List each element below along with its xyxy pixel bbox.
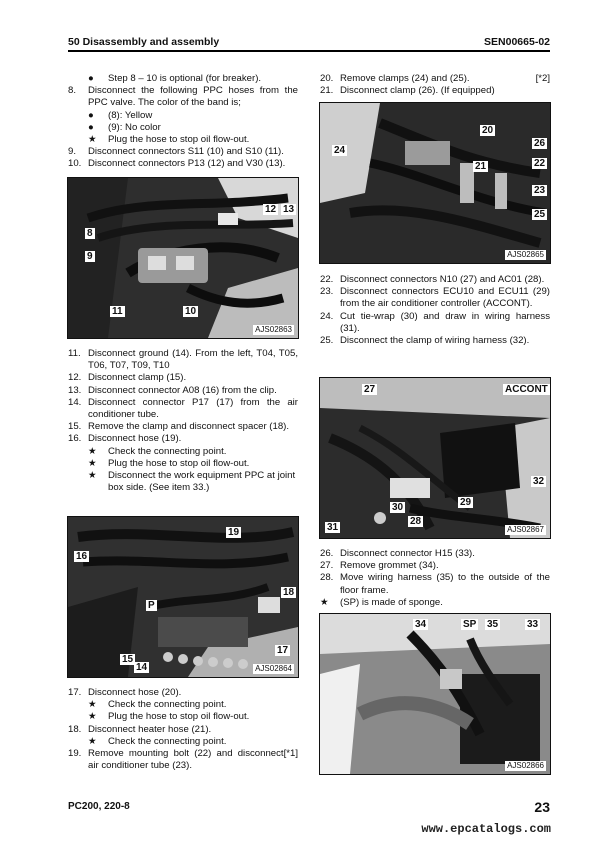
procedure-step bbox=[320, 335, 550, 347]
procedure-step bbox=[320, 548, 550, 560]
procedure-step bbox=[68, 397, 298, 421]
star-icon: ★ bbox=[88, 711, 97, 723]
callout-17: 17 bbox=[277, 645, 289, 656]
callout-20: 20 bbox=[482, 125, 494, 136]
step-number: 28. bbox=[320, 572, 334, 584]
left-steps-middle bbox=[68, 348, 298, 494]
procedure-step bbox=[320, 274, 550, 286]
callout-12: 12 bbox=[265, 204, 277, 215]
callout-21: 21 bbox=[475, 161, 487, 172]
step-text: Disconnect hose (20). bbox=[88, 687, 182, 698]
step-text: Disconnect heater hose (21). bbox=[88, 723, 212, 735]
star-icon: ★ bbox=[88, 470, 97, 482]
photo-floor-frame bbox=[320, 614, 550, 774]
procedure-step bbox=[320, 85, 550, 97]
figure-ajs02865 bbox=[319, 102, 551, 264]
step-number: 16. bbox=[68, 433, 82, 445]
step-text: Remove the clamp and disconnect spacer (18). bbox=[88, 421, 290, 433]
callout-10: 10 bbox=[185, 306, 197, 317]
callout-accont: ACCONT bbox=[505, 384, 548, 395]
section-title: 50 Disassembly and assembly bbox=[68, 36, 220, 48]
item-text: Plug the hose to stop oil flow-out. bbox=[108, 134, 250, 146]
callout-24: 24 bbox=[334, 145, 346, 156]
step-number: 27. bbox=[320, 560, 334, 572]
procedure-step bbox=[68, 433, 298, 445]
step-text: Disconnect clamp (26). (If equipped) bbox=[340, 85, 495, 97]
callout-29: 29 bbox=[460, 497, 472, 508]
procedure-step bbox=[320, 286, 550, 310]
procedure-step bbox=[68, 348, 298, 372]
item-text: Disconnect the work equipment PPC at joint box side. (See item 33.) bbox=[108, 470, 296, 494]
callout-30: 30 bbox=[392, 502, 404, 513]
item-text: (8): Yellow bbox=[108, 109, 153, 121]
note-item bbox=[68, 711, 298, 723]
figure-code: AJS02864 bbox=[255, 664, 292, 673]
step-number: 18. bbox=[68, 723, 82, 735]
callout-p: P bbox=[148, 600, 155, 611]
step-number: 11. bbox=[68, 348, 81, 359]
step-text: Disconnect the following PPC hoses from the PPC valve. The color of the band is; bbox=[88, 85, 298, 109]
bullet-icon: ● bbox=[88, 121, 94, 133]
step-reference-tag: [*1] bbox=[283, 748, 298, 760]
step-number: 8. bbox=[68, 85, 77, 97]
callout-35: 35 bbox=[487, 619, 499, 630]
note-item bbox=[68, 134, 298, 146]
bullet-item bbox=[68, 73, 298, 85]
right-steps-middle bbox=[320, 274, 550, 347]
procedure-step bbox=[68, 372, 298, 384]
step-text: Disconnect connectors S11 (10) and S10 (11). bbox=[88, 146, 284, 158]
step-text: Disconnect connector P17 (17) from the air conditioner tube. bbox=[88, 396, 298, 421]
right-steps-bottom bbox=[320, 548, 550, 609]
right-steps-top bbox=[320, 73, 550, 97]
procedure-step bbox=[68, 724, 298, 736]
bullet-item bbox=[68, 110, 298, 122]
star-icon: ★ bbox=[88, 735, 97, 747]
procedure-step bbox=[320, 572, 550, 596]
figure-code: AJS02867 bbox=[507, 525, 544, 534]
star-icon: ★ bbox=[88, 445, 97, 457]
website-watermark: www.epcatalogs.com bbox=[421, 822, 551, 836]
item-text: Step 8 – 10 is optional (for breaker). bbox=[108, 73, 262, 84]
step-number: 21. bbox=[320, 85, 334, 97]
note-item bbox=[68, 470, 298, 494]
figure-ajs02863 bbox=[67, 177, 299, 339]
step-number: 25. bbox=[320, 335, 334, 347]
callout-27: 27 bbox=[364, 384, 376, 395]
callout-25: 25 bbox=[534, 209, 546, 220]
star-icon: ★ bbox=[88, 134, 97, 146]
step-number: 9. bbox=[68, 146, 77, 158]
item-text: Check the connecting point. bbox=[108, 699, 227, 711]
step-text: Move wiring harness (35) to the outside of the floor frame. bbox=[340, 572, 550, 596]
procedure-step bbox=[68, 421, 298, 433]
figure-code: AJS02866 bbox=[507, 761, 544, 770]
note-item bbox=[68, 736, 298, 748]
note-item bbox=[320, 597, 550, 609]
procedure-step bbox=[320, 73, 550, 85]
procedure-step bbox=[68, 146, 298, 158]
step-number: 12. bbox=[68, 372, 82, 384]
procedure-step bbox=[68, 158, 298, 170]
item-text: Check the connecting point. bbox=[108, 735, 227, 747]
step-text: Disconnect hose (19). bbox=[88, 433, 182, 445]
left-steps-bottom bbox=[68, 687, 298, 772]
procedure-step bbox=[68, 85, 298, 109]
callout-33: 33 bbox=[527, 619, 539, 630]
figure-ajs02864 bbox=[67, 516, 299, 678]
star-icon: ★ bbox=[320, 596, 329, 608]
note-item bbox=[68, 699, 298, 711]
item-text: (9): No color bbox=[108, 121, 161, 133]
document-code: SEN00665-02 bbox=[484, 36, 550, 48]
callout-16: 16 bbox=[76, 551, 88, 562]
step-number: 26. bbox=[320, 548, 334, 559]
model-name: PC200, 220-8 bbox=[68, 801, 130, 812]
note-item bbox=[68, 446, 298, 458]
callout-18: 18 bbox=[283, 587, 295, 598]
star-icon: ★ bbox=[88, 457, 97, 469]
step-text: Disconnect the clamp of wiring harness (32). bbox=[340, 335, 530, 347]
page-number: 23 bbox=[534, 799, 550, 815]
page-header bbox=[68, 34, 550, 52]
note-item bbox=[68, 458, 298, 470]
step-text: Disconnect connector A08 (16) from the clip. bbox=[88, 384, 277, 396]
callout-8: 8 bbox=[87, 228, 93, 239]
star-icon: ★ bbox=[88, 699, 97, 711]
figure-ajs02866 bbox=[319, 613, 551, 775]
item-text: Plug the hose to stop oil flow-out. bbox=[108, 711, 250, 723]
step-text: Remove clamps (24) and (25). bbox=[340, 73, 470, 84]
callout-22: 22 bbox=[534, 158, 546, 169]
step-text: Disconnect ground (14). From the left, T04, T05, T06, T07, T09, T10 bbox=[88, 348, 298, 372]
page-footer bbox=[68, 799, 550, 815]
step-number: 15. bbox=[68, 421, 82, 433]
bullet-icon: ● bbox=[88, 109, 94, 121]
callout-14: 14 bbox=[136, 662, 148, 673]
callout-32: 32 bbox=[533, 476, 545, 487]
step-text: Cut tie-wrap (30) and draw in wiring harness (31). bbox=[340, 310, 550, 334]
item-text: (SP) is made of sponge. bbox=[340, 596, 443, 608]
figure-code: AJS02863 bbox=[255, 325, 292, 334]
step-text: Disconnect connectors ECU10 and ECU11 (29) from the air conditioner controller (ACCONT). bbox=[340, 286, 550, 310]
photo-ac-controller bbox=[320, 378, 550, 538]
procedure-step bbox=[68, 385, 298, 397]
step-text: Remove mounting bolt (22) and disconnect air conditioner tube (23). bbox=[88, 748, 284, 772]
photo-joint-box bbox=[68, 517, 298, 677]
item-text: Plug the hose to stop oil flow-out. bbox=[108, 457, 250, 469]
callout-sp: SP bbox=[463, 619, 477, 630]
callout-28: 28 bbox=[410, 516, 422, 527]
bullet-item bbox=[68, 122, 298, 134]
callout-15: 15 bbox=[122, 654, 134, 665]
step-number: 10. bbox=[68, 158, 82, 170]
left-steps-top bbox=[68, 73, 298, 171]
photo-clamps bbox=[320, 103, 550, 263]
callout-31: 31 bbox=[327, 522, 339, 533]
step-text: Disconnect connector H15 (33). bbox=[340, 548, 475, 559]
figure-code: AJS02865 bbox=[507, 250, 544, 259]
callout-13: 13 bbox=[283, 204, 295, 215]
step-text: Disconnect clamp (15). bbox=[88, 372, 187, 384]
step-number: 23. bbox=[320, 286, 334, 298]
step-number: 13. bbox=[68, 384, 82, 396]
step-reference-tag: [*2] bbox=[535, 73, 550, 84]
callout-11: 11 bbox=[112, 306, 123, 317]
item-text: Check the connecting point. bbox=[108, 445, 227, 457]
step-number: 22. bbox=[320, 274, 334, 285]
callout-19: 19 bbox=[228, 527, 240, 538]
step-number: 20. bbox=[320, 73, 334, 84]
step-text: Disconnect connectors N10 (27) and AC01 (28). bbox=[340, 274, 545, 285]
step-number: 24. bbox=[320, 310, 334, 322]
callout-23: 23 bbox=[534, 185, 546, 196]
procedure-step bbox=[68, 687, 298, 699]
step-number: 14. bbox=[68, 396, 82, 408]
bullet-icon: ● bbox=[88, 73, 94, 84]
callout-26: 26 bbox=[534, 138, 546, 149]
step-number: 17. bbox=[68, 687, 82, 698]
procedure-step bbox=[320, 311, 550, 335]
callout-9: 9 bbox=[87, 251, 93, 262]
step-text: Disconnect connectors P13 (12) and V30 (13). bbox=[88, 158, 286, 170]
step-text: Remove grommet (34). bbox=[340, 560, 439, 572]
procedure-step bbox=[320, 560, 550, 572]
figure-ajs02867 bbox=[319, 377, 551, 539]
callout-34: 34 bbox=[415, 619, 427, 630]
procedure-step bbox=[68, 748, 298, 772]
step-number: 19. bbox=[68, 748, 82, 760]
